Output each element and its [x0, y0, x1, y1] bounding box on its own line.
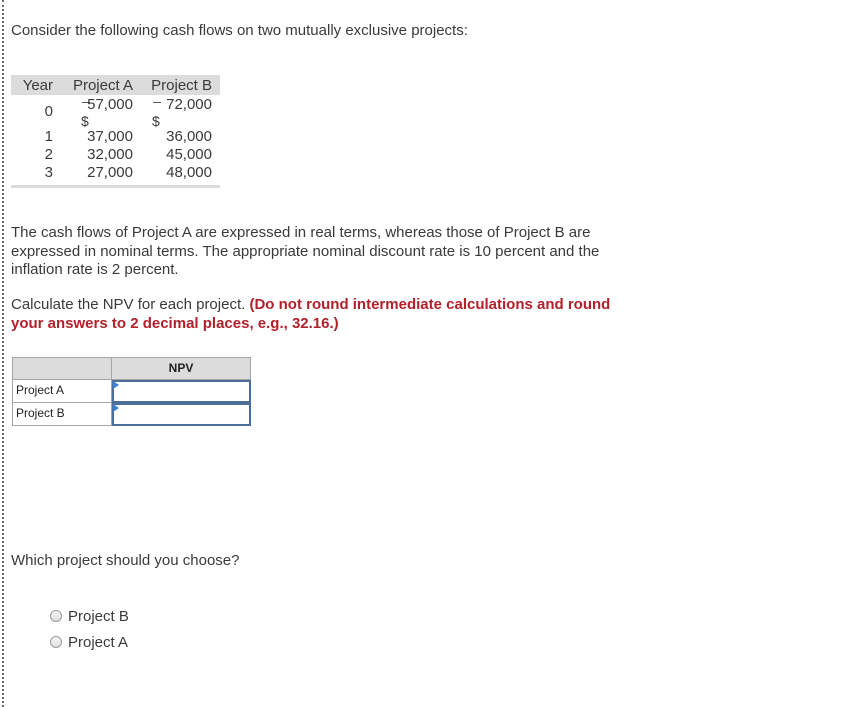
cell-marker-icon — [113, 381, 119, 389]
year-cell: 0 — [44, 102, 53, 120]
cash-flow-row — [11, 163, 220, 181]
intro-text: Consider the following cash flows on two mutually exclusive projects: — [11, 22, 468, 39]
npv-project-b-input[interactable] — [114, 405, 249, 424]
year-cell: 3 — [44, 163, 53, 181]
instruction-paragraph — [11, 296, 636, 333]
table-bottom-rule — [11, 185, 220, 188]
option-label: Project B — [68, 607, 129, 625]
cash-flow-table — [11, 75, 220, 188]
cash-flow-row-year-0 — [11, 95, 220, 127]
project-choice-options — [50, 603, 129, 655]
npv-input-cell — [112, 403, 251, 426]
choice-question: Which project should you choose? — [11, 552, 240, 569]
npv-header-row — [12, 357, 251, 380]
header-corner-cell — [12, 357, 112, 380]
row-label: Project A — [12, 380, 112, 403]
year-cell: 2 — [44, 145, 53, 163]
radio-button[interactable] — [50, 610, 62, 622]
cash-flow-row — [11, 127, 220, 145]
npv-answer-table — [12, 357, 251, 426]
project-a-value: 57,000 — [87, 95, 133, 113]
problem-paragraph: The cash flows of Project A are expressed in real terms, whereas those of Project B are expressed in nominal terms. The appropriate nominal discount rate is 10 percent and the inflation rate is 2 percent. — [11, 224, 600, 278]
row-label: Project B — [12, 403, 112, 426]
instruction-text: Calculate the NPV for each project. — [11, 296, 250, 313]
project-a-cell — [61, 95, 133, 129]
currency-symbol: $ — [152, 112, 160, 129]
currency-symbol: $ — [81, 112, 89, 129]
npv-project-a-input[interactable] — [114, 382, 249, 401]
project-b-cell — [133, 95, 220, 129]
option-project-b[interactable] — [50, 603, 129, 629]
option-label: Project A — [68, 633, 129, 651]
header-year: Year — [22, 76, 53, 94]
cash-flow-header-row — [11, 75, 220, 95]
project-b-value: 45,000 — [166, 145, 212, 163]
cell-marker-icon — [113, 404, 119, 412]
year-cell: 1 — [44, 127, 53, 145]
npv-row-project-b — [12, 403, 251, 426]
project-b-value: 72,000 — [166, 95, 212, 113]
header-project-b: Project B — [151, 76, 212, 94]
npv-input-cell — [112, 380, 251, 403]
project-a-value: 32,000 — [87, 145, 133, 163]
npv-column-header: NPV — [112, 357, 251, 380]
project-b-value: 36,000 — [166, 127, 212, 145]
option-project-a[interactable] — [50, 629, 129, 655]
npv-row-project-a — [12, 380, 251, 403]
cash-flow-row — [11, 145, 220, 163]
minus-sign — [153, 102, 161, 103]
radio-button[interactable] — [50, 636, 62, 648]
project-a-value: 37,000 — [87, 127, 133, 145]
project-a-value: 27,000 — [87, 163, 133, 181]
header-project-a: Project A — [72, 76, 133, 94]
left-border-rule — [2, 0, 4, 707]
project-b-value: 48,000 — [166, 163, 212, 181]
instruction-emphasis: (Do not round intermediate calculations and round your answers to 2 decimal places, e.g., 32.16.) — [11, 296, 611, 332]
